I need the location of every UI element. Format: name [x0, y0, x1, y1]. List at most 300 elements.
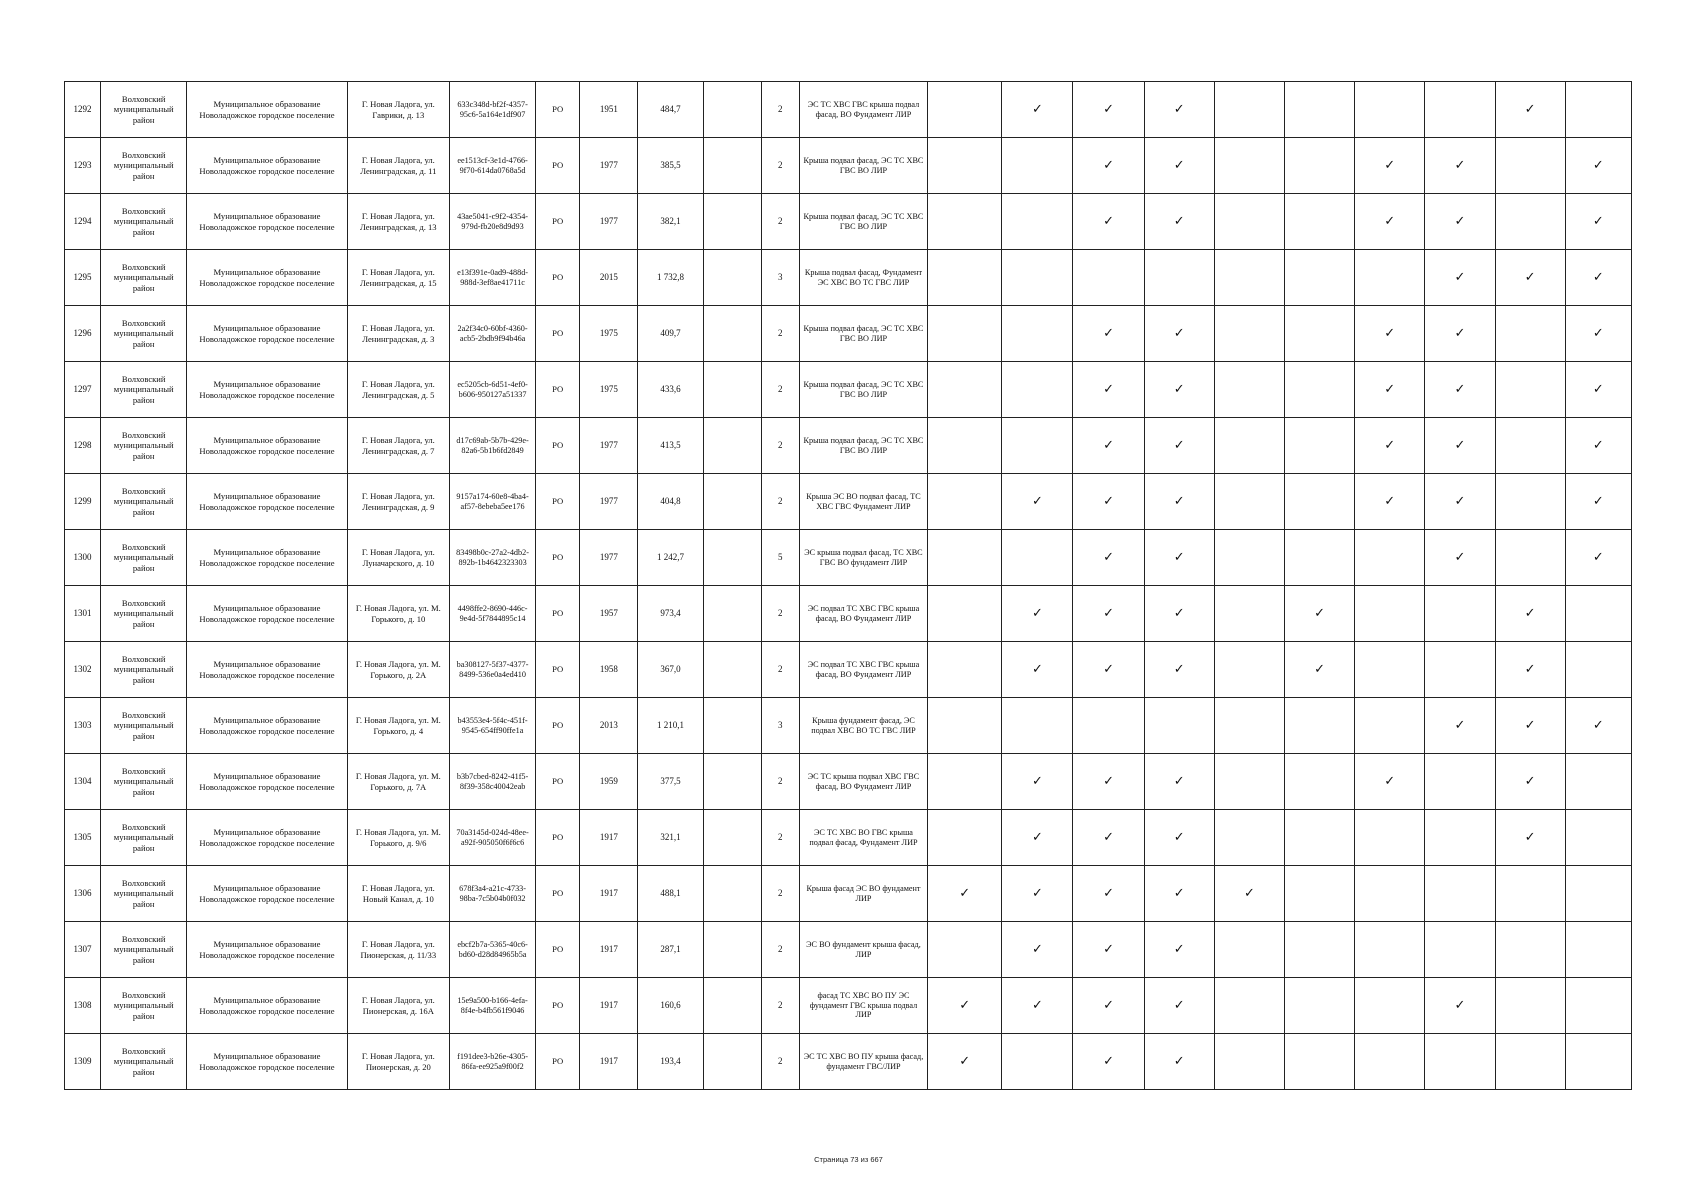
work-flag-cell: [1425, 194, 1495, 250]
check-mark-icon: ✓: [1103, 213, 1115, 229]
check-mark-icon: ✓: [1031, 773, 1043, 789]
work-flag-cell: [1495, 362, 1565, 418]
work-flag-cell: [1002, 810, 1073, 866]
work-flag-cell: [1565, 418, 1631, 474]
work-flag-cell: [1073, 754, 1144, 810]
work-flag-cell: [928, 1034, 1002, 1090]
check-mark-icon: ✓: [1031, 885, 1043, 901]
floors-cell: 2: [761, 306, 799, 362]
build-year-cell: 1977: [580, 474, 638, 530]
check-mark-icon: ✓: [1103, 885, 1115, 901]
area-cell: 973,4: [638, 586, 703, 642]
empty-cell: [703, 1034, 761, 1090]
empty-cell: [703, 82, 761, 138]
district-cell: Волховский муниципальный район: [101, 922, 187, 978]
work-flag-cell: [1355, 754, 1425, 810]
work-flag-cell: [1214, 530, 1284, 586]
work-flag-cell: [1285, 250, 1355, 306]
address-cell: Г. Новая Ладога, ул. М. Горького, д. 4: [347, 698, 449, 754]
work-flag-cell: [1002, 138, 1073, 194]
work-flag-cell: [1144, 138, 1214, 194]
table-row: [65, 530, 1632, 586]
work-flag-cell: [1285, 362, 1355, 418]
work-flag-cell: [1285, 530, 1355, 586]
work-flag-cell: [1073, 418, 1144, 474]
row-number-cell: 1307: [65, 922, 101, 978]
work-flag-cell: [1144, 530, 1214, 586]
floors-cell: 2: [761, 1034, 799, 1090]
building-guid-cell: 4498ffe2-8690-446c-9e4d-5f7844895c14: [449, 586, 535, 642]
work-flag-cell: [1285, 82, 1355, 138]
municipality-cell: Муниципальное образование Новоладожское городское поселение: [187, 362, 347, 418]
works-list-cell: Крыша фасад ЭС ВО фундамент ЛИР: [799, 866, 927, 922]
municipality-cell: Муниципальное образование Новоладожское городское поселение: [187, 306, 347, 362]
work-flag-cell: [1144, 250, 1214, 306]
check-mark-icon: ✓: [959, 885, 971, 901]
work-flag-cell: [1214, 250, 1284, 306]
floors-cell: 2: [761, 922, 799, 978]
check-mark-icon: ✓: [1524, 101, 1536, 117]
empty-cell: [703, 698, 761, 754]
works-list-cell: фасад ТС ХВС ВО ПУ ЭС фундамент ГВС крыша подвал ЛИР: [799, 978, 927, 1034]
build-year-cell: 1957: [580, 586, 638, 642]
work-flag-cell: [1355, 306, 1425, 362]
floors-cell: 2: [761, 642, 799, 698]
work-flag-cell: [1565, 306, 1631, 362]
work-flag-cell: [1425, 754, 1495, 810]
work-flag-cell: [928, 866, 1002, 922]
address-cell: Г. Новая Ладога, ул. Пионерская, д. 20: [347, 1034, 449, 1090]
district-cell: Волховский муниципальный район: [101, 194, 187, 250]
work-flag-cell: [1144, 642, 1214, 698]
program-type-cell: РО: [536, 138, 580, 194]
check-mark-icon: ✓: [1314, 661, 1326, 677]
work-flag-cell: [1002, 194, 1073, 250]
check-mark-icon: ✓: [1592, 381, 1604, 397]
building-guid-cell: 9157a174-60e8-4ba4-af57-8ebeba5ee176: [449, 474, 535, 530]
work-flag-cell: [1425, 866, 1495, 922]
check-mark-icon: ✓: [959, 997, 971, 1013]
build-year-cell: 2013: [580, 698, 638, 754]
row-number-cell: 1301: [65, 586, 101, 642]
district-cell: Волховский муниципальный район: [101, 1034, 187, 1090]
floors-cell: 2: [761, 978, 799, 1034]
work-flag-cell: [1002, 306, 1073, 362]
area-cell: 160,6: [638, 978, 703, 1034]
work-flag-cell: [1495, 866, 1565, 922]
work-flag-cell: [928, 922, 1002, 978]
municipality-cell: Муниципальное образование Новоладожское городское поселение: [187, 530, 347, 586]
works-list-cell: Крыша подвал фасад, Фундамент ЭС ХВС ВО ТС ГВС ЛИР: [799, 250, 927, 306]
district-cell: Волховский муниципальный район: [101, 250, 187, 306]
work-flag-cell: [1144, 866, 1214, 922]
check-mark-icon: ✓: [1524, 269, 1536, 285]
work-flag-cell: [1214, 810, 1284, 866]
check-mark-icon: ✓: [1031, 829, 1043, 845]
work-flag-cell: [928, 306, 1002, 362]
address-cell: Г. Новая Ладога, ул. М. Горького, д. 2А: [347, 642, 449, 698]
program-type-cell: РО: [536, 866, 580, 922]
work-flag-cell: [1214, 306, 1284, 362]
building-guid-cell: 70a3145d-024d-48ee-a92f-905050f6f6c6: [449, 810, 535, 866]
work-flag-cell: [1002, 922, 1073, 978]
check-mark-icon: ✓: [1031, 493, 1043, 509]
build-year-cell: 1977: [580, 530, 638, 586]
work-flag-cell: [1355, 922, 1425, 978]
build-year-cell: 1977: [580, 194, 638, 250]
check-mark-icon: ✓: [1384, 437, 1396, 453]
work-flag-cell: [1073, 810, 1144, 866]
work-flag-cell: [1495, 922, 1565, 978]
works-list-cell: Крыша подвал фасад, ЭС ТС ХВС ГВС ВО ЛИР: [799, 138, 927, 194]
empty-cell: [703, 754, 761, 810]
work-flag-cell: [1425, 250, 1495, 306]
work-flag-cell: [1495, 474, 1565, 530]
floors-cell: 2: [761, 866, 799, 922]
work-flag-cell: [1495, 698, 1565, 754]
work-flag-cell: [1565, 194, 1631, 250]
work-flag-cell: [928, 418, 1002, 474]
work-flag-cell: [1425, 1034, 1495, 1090]
empty-cell: [703, 922, 761, 978]
building-guid-cell: 83498b0c-27a2-4db2-892b-1b4642323303: [449, 530, 535, 586]
check-mark-icon: ✓: [1454, 381, 1466, 397]
work-flag-cell: [1285, 810, 1355, 866]
district-cell: Волховский муниципальный район: [101, 530, 187, 586]
check-mark-icon: ✓: [1103, 661, 1115, 677]
work-flag-cell: [1565, 362, 1631, 418]
floors-cell: 3: [761, 698, 799, 754]
check-mark-icon: ✓: [1384, 493, 1396, 509]
empty-cell: [703, 474, 761, 530]
work-flag-cell: [1073, 978, 1144, 1034]
work-flag-cell: [1425, 306, 1495, 362]
district-cell: Волховский муниципальный район: [101, 82, 187, 138]
check-mark-icon: ✓: [959, 1053, 971, 1069]
district-cell: Волховский муниципальный район: [101, 810, 187, 866]
district-cell: Волховский муниципальный район: [101, 698, 187, 754]
work-flag-cell: [1425, 810, 1495, 866]
work-flag-cell: [1002, 978, 1073, 1034]
work-flag-cell: [928, 978, 1002, 1034]
work-flag-cell: [1355, 978, 1425, 1034]
area-cell: 1 210,1: [638, 698, 703, 754]
work-flag-cell: [1002, 754, 1073, 810]
work-flag-cell: [1144, 810, 1214, 866]
empty-cell: [703, 306, 761, 362]
build-year-cell: 1958: [580, 642, 638, 698]
check-mark-icon: ✓: [1173, 157, 1185, 173]
district-cell: Волховский муниципальный район: [101, 474, 187, 530]
work-flag-cell: [1144, 82, 1214, 138]
work-flag-cell: [1285, 306, 1355, 362]
floors-cell: 2: [761, 138, 799, 194]
row-number-cell: 1295: [65, 250, 101, 306]
work-flag-cell: [1214, 194, 1284, 250]
work-flag-cell: [1285, 978, 1355, 1034]
program-type-cell: РО: [536, 810, 580, 866]
address-cell: Г. Новая Ладога, ул. Гаврики, д. 13: [347, 82, 449, 138]
work-flag-cell: [1002, 586, 1073, 642]
check-mark-icon: ✓: [1103, 549, 1115, 565]
works-list-cell: Крыша подвал фасад, ЭС ТС ХВС ГВС ВО ЛИР: [799, 306, 927, 362]
work-flag-cell: [1073, 82, 1144, 138]
district-cell: Волховский муниципальный район: [101, 642, 187, 698]
check-mark-icon: ✓: [1031, 101, 1043, 117]
work-flag-cell: [1002, 642, 1073, 698]
building-guid-cell: d17c69ab-5b7b-429e-82a6-5b1b6fd2849: [449, 418, 535, 474]
program-type-cell: РО: [536, 922, 580, 978]
work-flag-cell: [928, 698, 1002, 754]
empty-cell: [703, 866, 761, 922]
municipality-cell: Муниципальное образование Новоладожское городское поселение: [187, 754, 347, 810]
check-mark-icon: ✓: [1173, 493, 1185, 509]
area-cell: 409,7: [638, 306, 703, 362]
address-cell: Г. Новая Ладога, ул. М. Горького, д. 9/6: [347, 810, 449, 866]
check-mark-icon: ✓: [1454, 549, 1466, 565]
work-flag-cell: [1565, 530, 1631, 586]
area-cell: 488,1: [638, 866, 703, 922]
work-flag-cell: [1495, 418, 1565, 474]
program-type-cell: РО: [536, 530, 580, 586]
work-flag-cell: [1144, 306, 1214, 362]
district-cell: Волховский муниципальный район: [101, 866, 187, 922]
works-list-cell: Крыша ЭС ВО подвал фасад, ТС ХВС ГВС Фундамент ЛИР: [799, 474, 927, 530]
check-mark-icon: ✓: [1103, 1053, 1115, 1069]
build-year-cell: 1977: [580, 138, 638, 194]
works-list-cell: ЭС крыша подвал фасад, ТС ХВС ГВС ВО фундамент ЛИР: [799, 530, 927, 586]
municipality-cell: Муниципальное образование Новоладожское городское поселение: [187, 82, 347, 138]
housing-register-table: [64, 81, 1632, 1090]
work-flag-cell: [1565, 138, 1631, 194]
building-guid-cell: b3b7cbed-8242-41f5-8f39-358c40042eab: [449, 754, 535, 810]
address-cell: Г. Новая Ладога, ул. Ленинградская, д. 9: [347, 474, 449, 530]
check-mark-icon: ✓: [1384, 213, 1396, 229]
works-list-cell: ЭС ТС крыша подвал ХВС ГВС фасад, ВО Фундамент ЛИР: [799, 754, 927, 810]
work-flag-cell: [1425, 698, 1495, 754]
works-list-cell: ЭС ТС ХВС ГВС крыша подвал фасад, ВО Фундамент ЛИР: [799, 82, 927, 138]
empty-cell: [703, 362, 761, 418]
row-number-cell: 1299: [65, 474, 101, 530]
row-number-cell: 1304: [65, 754, 101, 810]
check-mark-icon: ✓: [1384, 773, 1396, 789]
works-list-cell: Крыша подвал фасад, ЭС ТС ХВС ГВС ВО ЛИР: [799, 194, 927, 250]
check-mark-icon: ✓: [1454, 269, 1466, 285]
work-flag-cell: [1565, 698, 1631, 754]
floors-cell: 2: [761, 754, 799, 810]
work-flag-cell: [1495, 306, 1565, 362]
program-type-cell: РО: [536, 642, 580, 698]
row-number-cell: 1308: [65, 978, 101, 1034]
municipality-cell: Муниципальное образование Новоладожское городское поселение: [187, 866, 347, 922]
work-flag-cell: [1002, 698, 1073, 754]
program-type-cell: РО: [536, 586, 580, 642]
check-mark-icon: ✓: [1173, 1053, 1185, 1069]
work-flag-cell: [1565, 250, 1631, 306]
check-mark-icon: ✓: [1103, 493, 1115, 509]
check-mark-icon: ✓: [1243, 885, 1255, 901]
area-cell: 287,1: [638, 922, 703, 978]
check-mark-icon: ✓: [1314, 605, 1326, 621]
work-flag-cell: [1495, 978, 1565, 1034]
check-mark-icon: ✓: [1103, 437, 1115, 453]
work-flag-cell: [1214, 1034, 1284, 1090]
program-type-cell: РО: [536, 250, 580, 306]
empty-cell: [703, 530, 761, 586]
work-flag-cell: [1355, 362, 1425, 418]
work-flag-cell: [928, 642, 1002, 698]
build-year-cell: 1917: [580, 1034, 638, 1090]
check-mark-icon: ✓: [1173, 437, 1185, 453]
municipality-cell: Муниципальное образование Новоладожское городское поселение: [187, 194, 347, 250]
works-list-cell: ЭС подвал ТС ХВС ГВС крыша фасад, ВО Фундамент ЛИР: [799, 586, 927, 642]
row-number-cell: 1292: [65, 82, 101, 138]
table-row: [65, 474, 1632, 530]
program-type-cell: РО: [536, 698, 580, 754]
building-guid-cell: 633c348d-bf2f-4357-95c6-5a164e1df907: [449, 82, 535, 138]
check-mark-icon: ✓: [1103, 941, 1115, 957]
row-number-cell: 1303: [65, 698, 101, 754]
work-flag-cell: [1285, 698, 1355, 754]
check-mark-icon: ✓: [1173, 549, 1185, 565]
check-mark-icon: ✓: [1173, 381, 1185, 397]
empty-cell: [703, 810, 761, 866]
work-flag-cell: [1495, 1034, 1565, 1090]
work-flag-cell: [1214, 586, 1284, 642]
building-guid-cell: 43ae5041-c9f2-4354-979d-fb20e8d9d93: [449, 194, 535, 250]
work-flag-cell: [1565, 1034, 1631, 1090]
check-mark-icon: ✓: [1173, 997, 1185, 1013]
row-number-cell: 1293: [65, 138, 101, 194]
empty-cell: [703, 418, 761, 474]
work-flag-cell: [1425, 418, 1495, 474]
check-mark-icon: ✓: [1173, 101, 1185, 117]
work-flag-cell: [1285, 474, 1355, 530]
municipality-cell: Муниципальное образование Новоладожское городское поселение: [187, 810, 347, 866]
work-flag-cell: [1425, 474, 1495, 530]
works-list-cell: ЭС подвал ТС ХВС ГВС крыша фасад, ВО Фундамент ЛИР: [799, 642, 927, 698]
area-cell: 1 242,7: [638, 530, 703, 586]
building-guid-cell: ee1513cf-3e1d-4766-9f70-614da0768a5d: [449, 138, 535, 194]
check-mark-icon: ✓: [1103, 381, 1115, 397]
program-type-cell: РО: [536, 474, 580, 530]
check-mark-icon: ✓: [1524, 605, 1536, 621]
work-flag-cell: [1073, 642, 1144, 698]
work-flag-cell: [1495, 530, 1565, 586]
address-cell: Г. Новая Ладога, ул. Луначарского, д. 10: [347, 530, 449, 586]
work-flag-cell: [1144, 1034, 1214, 1090]
work-flag-cell: [1073, 698, 1144, 754]
build-year-cell: 1917: [580, 922, 638, 978]
work-flag-cell: [928, 82, 1002, 138]
check-mark-icon: ✓: [1592, 493, 1604, 509]
check-mark-icon: ✓: [1454, 493, 1466, 509]
table-body: [65, 82, 1632, 1090]
municipality-cell: Муниципальное образование Новоладожское городское поселение: [187, 250, 347, 306]
floors-cell: 2: [761, 474, 799, 530]
work-flag-cell: [1285, 866, 1355, 922]
check-mark-icon: ✓: [1173, 941, 1185, 957]
works-list-cell: Крыша фундамент фасад, ЭС подвал ХВС ВО ТС ГВС ЛИР: [799, 698, 927, 754]
empty-cell: [703, 194, 761, 250]
check-mark-icon: ✓: [1524, 829, 1536, 845]
check-mark-icon: ✓: [1384, 325, 1396, 341]
building-guid-cell: e13f391e-0ad9-488d-988d-3ef8ae41711c: [449, 250, 535, 306]
municipality-cell: Муниципальное образование Новоладожское городское поселение: [187, 474, 347, 530]
work-flag-cell: [1002, 82, 1073, 138]
work-flag-cell: [1355, 698, 1425, 754]
check-mark-icon: ✓: [1103, 829, 1115, 845]
work-flag-cell: [1144, 754, 1214, 810]
row-number-cell: 1302: [65, 642, 101, 698]
work-flag-cell: [1355, 866, 1425, 922]
work-flag-cell: [1565, 642, 1631, 698]
work-flag-cell: [1144, 418, 1214, 474]
work-flag-cell: [1425, 586, 1495, 642]
table-row: [65, 586, 1632, 642]
table-row: [65, 698, 1632, 754]
work-flag-cell: [1565, 586, 1631, 642]
municipality-cell: Муниципальное образование Новоладожское городское поселение: [187, 138, 347, 194]
address-cell: Г. Новая Ладога, ул. М. Горького, д. 10: [347, 586, 449, 642]
work-flag-cell: [1355, 82, 1425, 138]
page-number: Страница 73 из 667: [814, 1155, 883, 1164]
work-flag-cell: [1214, 418, 1284, 474]
work-flag-cell: [928, 362, 1002, 418]
works-list-cell: Крыша подвал фасад, ЭС ТС ХВС ГВС ВО ЛИР: [799, 362, 927, 418]
table-row: [65, 250, 1632, 306]
empty-cell: [703, 138, 761, 194]
check-mark-icon: ✓: [1103, 773, 1115, 789]
address-cell: Г. Новая Ладога, ул. Новый Канал, д. 10: [347, 866, 449, 922]
work-flag-cell: [1355, 1034, 1425, 1090]
check-mark-icon: ✓: [1173, 213, 1185, 229]
work-flag-cell: [1285, 1034, 1355, 1090]
district-cell: Волховский муниципальный район: [101, 754, 187, 810]
work-flag-cell: [1073, 138, 1144, 194]
address-cell: Г. Новая Ладога, ул. Ленинградская, д. 13: [347, 194, 449, 250]
check-mark-icon: ✓: [1103, 605, 1115, 621]
work-flag-cell: [1495, 586, 1565, 642]
work-flag-cell: [1002, 418, 1073, 474]
work-flag-cell: [1355, 418, 1425, 474]
check-mark-icon: ✓: [1031, 941, 1043, 957]
work-flag-cell: [1144, 194, 1214, 250]
area-cell: 367,0: [638, 642, 703, 698]
check-mark-icon: ✓: [1524, 773, 1536, 789]
work-flag-cell: [1214, 754, 1284, 810]
program-type-cell: РО: [536, 306, 580, 362]
work-flag-cell: [1214, 978, 1284, 1034]
floors-cell: 2: [761, 586, 799, 642]
floors-cell: 3: [761, 250, 799, 306]
work-flag-cell: [1285, 138, 1355, 194]
work-flag-cell: [1073, 194, 1144, 250]
building-guid-cell: f191dee3-b26e-4305-86fa-ee925a9f00f2: [449, 1034, 535, 1090]
check-mark-icon: ✓: [1384, 381, 1396, 397]
program-type-cell: РО: [536, 194, 580, 250]
build-year-cell: 2015: [580, 250, 638, 306]
work-flag-cell: [1073, 362, 1144, 418]
building-guid-cell: b43553e4-5f4c-451f-9545-654ff90ffe1a: [449, 698, 535, 754]
check-mark-icon: ✓: [1592, 269, 1604, 285]
work-flag-cell: [1002, 530, 1073, 586]
row-number-cell: 1298: [65, 418, 101, 474]
work-flag-cell: [1144, 586, 1214, 642]
work-flag-cell: [1355, 138, 1425, 194]
work-flag-cell: [1144, 922, 1214, 978]
municipality-cell: Муниципальное образование Новоладожское городское поселение: [187, 978, 347, 1034]
